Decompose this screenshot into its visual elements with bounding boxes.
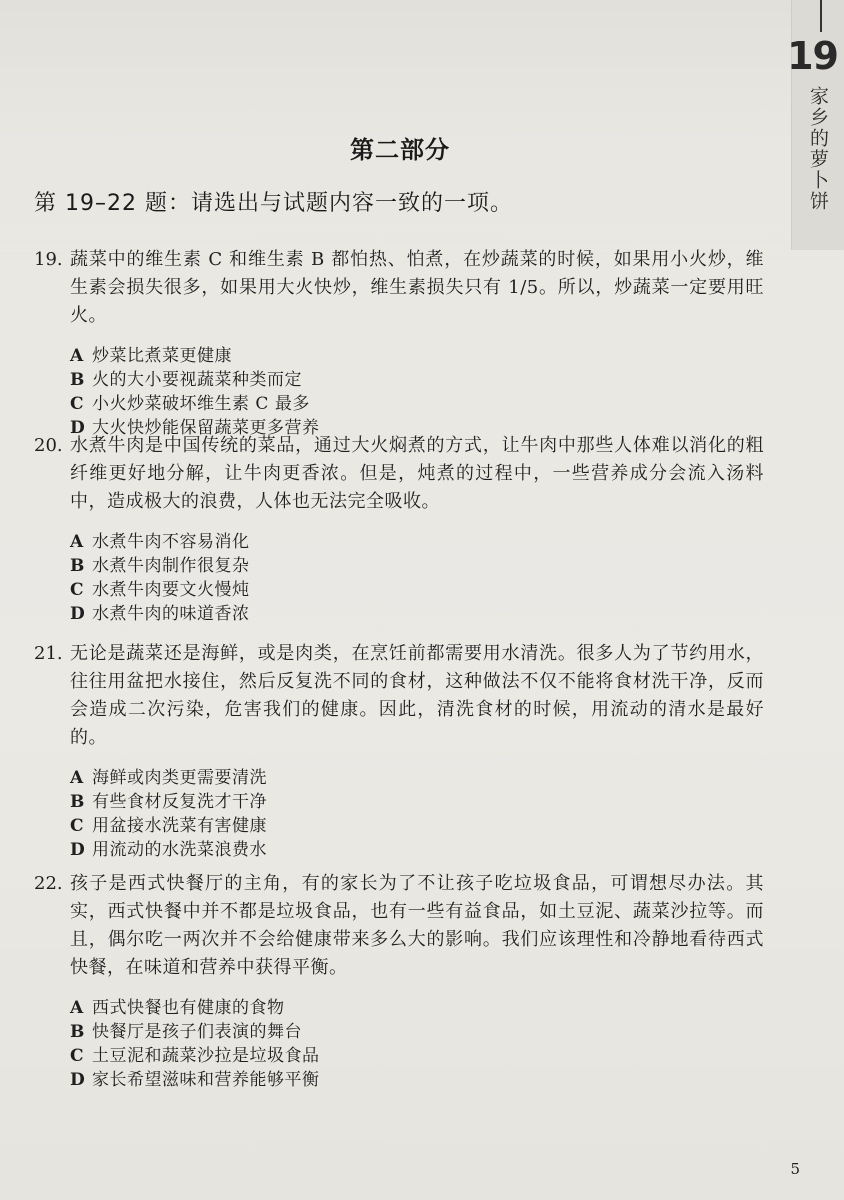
- chapter-number: 19: [787, 34, 838, 78]
- option-text: 水煮牛肉的味道香浓: [92, 604, 250, 624]
- option-text: 小火炒菜破坏维生素 C 最多: [92, 394, 310, 414]
- option-a[interactable]: [70, 344, 764, 368]
- option-letter: C: [70, 580, 84, 600]
- question-text: 无论是蔬菜还是海鲜，或是肉类，在烹饪前都需要用水清洗。很多人为了节约用水，往往用盆把水接住，然后反复洗不同的食材，这种做法不仅不能将食材洗干净，反而会造成二次污染，危害我们的健康。因此，清洗食材的时候，用流动的清水是最好的。: [70, 643, 764, 748]
- question-text: 孩子是西式快餐厅的主角，有的家长为了不让孩子吃垃圾食品，可谓想尽办法。其实，西式快餐中并不都是垃圾食品，也有一些有益食品，如土豆泥、蔬菜沙拉等。而且，偶尔吃一两次并不会给健康带来多么大的影响。我们应该理性和冷静地看待西式快餐，在味道和营养中获得平衡。: [70, 873, 764, 978]
- option-letter: D: [70, 1070, 85, 1090]
- option-letter: B: [70, 370, 85, 390]
- option-letter: B: [70, 792, 85, 812]
- option-letter: A: [70, 532, 84, 552]
- question-number: 19.: [34, 249, 63, 270]
- option-text: 水煮牛肉不容易消化: [92, 532, 250, 552]
- option-letter: B: [70, 1022, 85, 1042]
- option-c[interactable]: [70, 578, 764, 602]
- question-number: 22.: [34, 873, 63, 894]
- option-letter: A: [70, 998, 84, 1018]
- options-list: [70, 530, 764, 626]
- question-20: [34, 432, 764, 626]
- option-c[interactable]: [70, 1044, 764, 1068]
- question-number: 20.: [34, 435, 63, 456]
- option-letter: A: [70, 346, 84, 366]
- option-b[interactable]: [70, 368, 764, 392]
- option-letter: C: [70, 394, 84, 414]
- chapter-tab: [787, 0, 844, 250]
- option-c[interactable]: [70, 392, 764, 416]
- options-list: [70, 766, 764, 862]
- option-a[interactable]: [70, 996, 764, 1020]
- option-text: 用流动的水洗菜浪费水: [92, 840, 267, 860]
- option-text: 火的大小要视蔬菜种类而定: [92, 370, 302, 390]
- option-text: 土豆泥和蔬菜沙拉是垃圾食品: [92, 1046, 320, 1066]
- question-number: 21.: [34, 643, 63, 664]
- instruction-text: 第 19–22 题：请选出与试题内容一致的一项。: [34, 191, 513, 216]
- option-text: 水煮牛肉要文火慢炖: [92, 580, 250, 600]
- option-letter: C: [70, 1046, 84, 1066]
- section-title: 第二部分: [350, 136, 450, 164]
- option-d[interactable]: [70, 602, 764, 626]
- option-d[interactable]: [70, 838, 764, 862]
- option-c[interactable]: [70, 814, 764, 838]
- option-text: 西式快餐也有健康的食物: [92, 998, 285, 1018]
- option-text: 家长希望滋味和营养能够平衡: [92, 1070, 320, 1090]
- options-list: [70, 344, 764, 440]
- page-number: 5: [790, 1160, 800, 1178]
- option-b[interactable]: [70, 790, 764, 814]
- option-text: 海鲜或肉类更需要清洗: [92, 768, 267, 788]
- chapter-title: 家乡的萝卜饼: [807, 86, 829, 212]
- option-text: 炒菜比煮菜更健康: [92, 346, 232, 366]
- question-text: 蔬菜中的维生素 C 和维生素 B 都怕热、怕煮，在炒蔬菜的时候，如果用小火炒，维生素会损失很多，如果用大火快炒，维生素损失只有 1/5。所以，炒蔬菜一定要用旺火。: [70, 249, 764, 326]
- option-letter: A: [70, 768, 84, 788]
- option-a[interactable]: [70, 766, 764, 790]
- option-a[interactable]: [70, 530, 764, 554]
- option-text: 大火快炒能保留蔬菜更多营养: [92, 418, 320, 438]
- question-text: 水煮牛肉是中国传统的菜品，通过大火焖煮的方式，让牛肉中那些人体难以消化的粗纤维更好地分解，让牛肉更香浓。但是，炖煮的过程中，一些营养成分会流入汤料中，造成极大的浪费，人体也无法完全吸收。: [70, 435, 764, 512]
- option-b[interactable]: [70, 554, 764, 578]
- option-letter: D: [70, 604, 85, 624]
- option-letter: B: [70, 556, 85, 576]
- option-text: 快餐厅是孩子们表演的舞台: [92, 1022, 302, 1042]
- option-letter: C: [70, 816, 84, 836]
- option-d[interactable]: [70, 1068, 764, 1092]
- option-letter: D: [70, 840, 85, 860]
- question-22: [34, 870, 764, 1092]
- options-list: [70, 996, 764, 1092]
- option-letter: D: [70, 418, 85, 438]
- chapter-marker-bar: [820, 0, 822, 32]
- option-text: 有些食材反复洗才干净: [92, 792, 267, 812]
- option-b[interactable]: [70, 1020, 764, 1044]
- question-21: [34, 640, 764, 862]
- option-text: 用盆接水洗菜有害健康: [92, 816, 267, 836]
- option-text: 水煮牛肉制作很复杂: [92, 556, 250, 576]
- question-19: [34, 246, 764, 440]
